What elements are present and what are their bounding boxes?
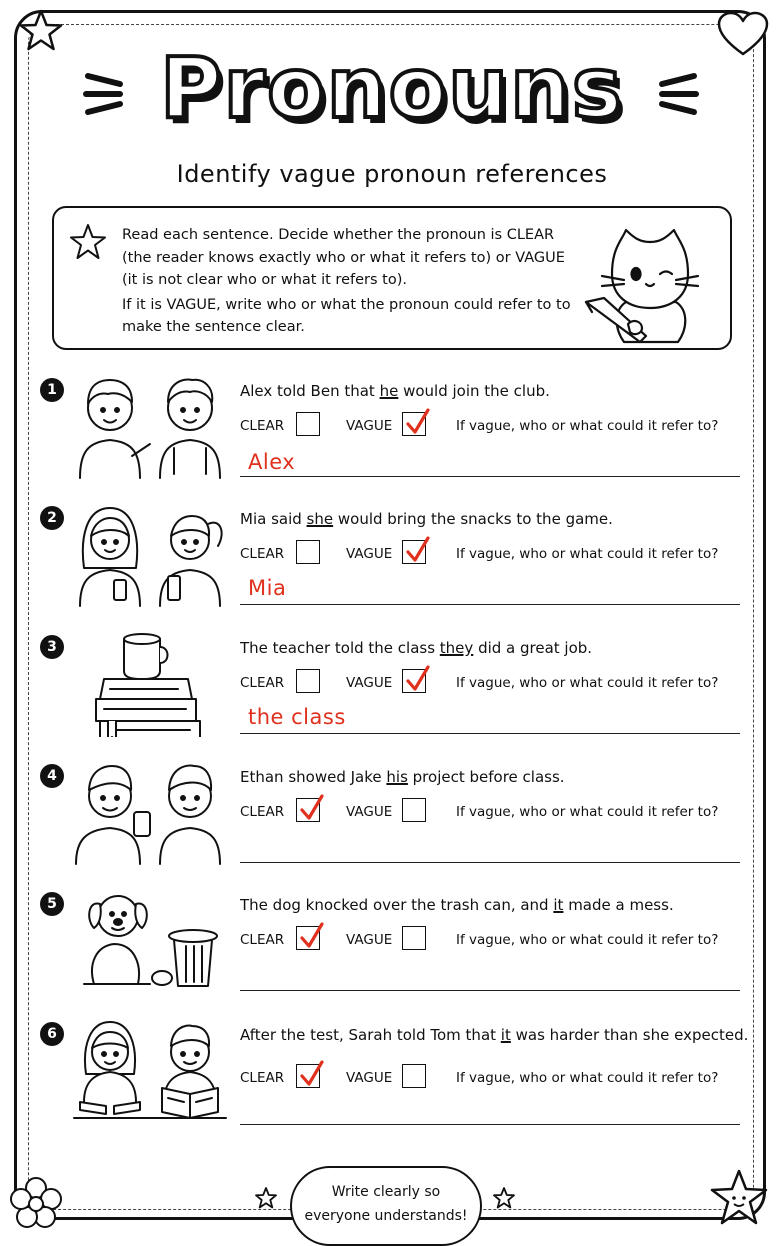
choice-row bbox=[240, 798, 750, 828]
instructions-line-1: Read each sentence. Decide whether the pronoun is CLEAR (the reader knows exactly who or what it refers to) or VAGUE (it is not clear who or what it refers to). bbox=[122, 227, 565, 288]
vague-checkbox[interactable] bbox=[402, 798, 426, 822]
answer-line bbox=[240, 476, 740, 477]
vague-label: VAGUE bbox=[346, 1070, 393, 1086]
item-sentence bbox=[240, 382, 550, 400]
vague-question: If vague, who or what could it refer to? bbox=[456, 1070, 719, 1086]
vague-checkbox[interactable] bbox=[402, 540, 426, 564]
instructions-box bbox=[52, 206, 732, 350]
small-star-left-icon bbox=[254, 1186, 278, 1210]
question-item-2 bbox=[40, 506, 750, 626]
clear-checkbox[interactable] bbox=[296, 798, 320, 822]
red-checkmark-icon bbox=[405, 535, 431, 565]
answer-line bbox=[240, 604, 740, 605]
answer-text[interactable]: the class bbox=[248, 705, 346, 729]
item-number: 2 bbox=[40, 506, 64, 530]
clear-label: CLEAR bbox=[240, 804, 285, 820]
question-item-5 bbox=[40, 892, 750, 1012]
question-item-1 bbox=[40, 378, 750, 498]
clear-label: CLEAR bbox=[240, 418, 285, 434]
sentence-text: would bring the snacks to the game. bbox=[333, 510, 613, 528]
answer-line bbox=[240, 990, 740, 991]
mug-on-books-illustration bbox=[70, 627, 230, 737]
page-subtitle: Identify vague pronoun references bbox=[176, 160, 608, 188]
pronoun-underlined: he bbox=[379, 382, 399, 400]
question-item-3 bbox=[40, 635, 750, 755]
vague-label: VAGUE bbox=[346, 804, 393, 820]
clear-checkbox[interactable] bbox=[296, 412, 320, 436]
small-star-right-icon bbox=[492, 1186, 516, 1210]
choice-row bbox=[240, 412, 750, 442]
red-checkmark-icon bbox=[299, 1059, 325, 1089]
answer-line bbox=[240, 862, 740, 863]
vague-question: If vague, who or what could it refer to? bbox=[456, 675, 719, 691]
winking-cat-with-pencil-icon bbox=[584, 218, 714, 346]
vague-label: VAGUE bbox=[346, 546, 393, 562]
footer-message-bubble bbox=[290, 1166, 482, 1246]
clear-label: CLEAR bbox=[240, 675, 285, 691]
item-sentence bbox=[240, 896, 674, 914]
dog-and-trash-can-illustration bbox=[70, 884, 230, 994]
answer-text[interactable]: Mia bbox=[248, 576, 287, 600]
vague-checkbox[interactable] bbox=[402, 1064, 426, 1088]
question-item-4 bbox=[40, 764, 750, 884]
pronoun-underlined: it bbox=[553, 896, 564, 914]
answer-line bbox=[240, 1124, 740, 1125]
pronoun-underlined: they bbox=[439, 639, 474, 657]
item-sentence bbox=[240, 1026, 748, 1044]
clear-checkbox[interactable] bbox=[296, 669, 320, 693]
vague-checkbox[interactable] bbox=[402, 926, 426, 950]
two-girls-with-drinks-illustration bbox=[70, 498, 230, 608]
star-outline-icon bbox=[68, 222, 108, 262]
red-checkmark-icon bbox=[405, 664, 431, 694]
red-checkmark-icon bbox=[299, 921, 325, 951]
item-sentence bbox=[240, 768, 565, 786]
sentence-text: project before class. bbox=[407, 768, 565, 786]
item-sentence bbox=[240, 639, 592, 657]
page-title: Pronouns bbox=[160, 39, 624, 137]
sentence-text: did a great job. bbox=[473, 639, 593, 657]
sentence-text: would join the club. bbox=[398, 382, 550, 400]
sentence-text: After the test, Sarah told Tom that bbox=[240, 1026, 501, 1044]
title-container bbox=[0, 38, 784, 148]
answer-text[interactable]: Alex bbox=[248, 450, 296, 474]
question-item-6 bbox=[40, 1022, 750, 1142]
clear-checkbox[interactable] bbox=[296, 926, 320, 950]
item-number: 1 bbox=[40, 378, 64, 402]
sentence-text: The dog knocked over the trash can, and bbox=[240, 896, 554, 914]
item-number: 6 bbox=[40, 1022, 64, 1046]
vague-question: If vague, who or what could it refer to? bbox=[456, 418, 719, 434]
sentence-text: was harder than she expected. bbox=[510, 1026, 749, 1044]
instructions-text bbox=[122, 224, 572, 341]
vague-question: If vague, who or what could it refer to? bbox=[456, 804, 719, 820]
boy-showing-project-illustration bbox=[70, 756, 230, 866]
vague-checkbox[interactable] bbox=[402, 669, 426, 693]
footer-line-2: everyone understands! bbox=[304, 1208, 468, 1224]
two-boys-talking-illustration bbox=[70, 370, 230, 480]
sentence-text: The teacher told the class bbox=[240, 639, 440, 657]
item-sentence bbox=[240, 510, 613, 528]
vague-checkbox[interactable] bbox=[402, 412, 426, 436]
flower-corner-icon bbox=[8, 1176, 64, 1232]
vague-label: VAGUE bbox=[346, 675, 393, 691]
smiling-star-corner-icon bbox=[708, 1168, 770, 1230]
students-reading-illustration bbox=[70, 1014, 230, 1124]
choice-row bbox=[240, 669, 750, 699]
choice-row bbox=[240, 926, 750, 956]
footer-line-1: Write clearly so bbox=[331, 1184, 441, 1200]
pronoun-underlined: it bbox=[500, 1026, 511, 1044]
sentence-text: Ethan showed Jake bbox=[240, 768, 387, 786]
pronoun-underlined: his bbox=[386, 768, 408, 786]
choice-row bbox=[240, 1064, 750, 1094]
pronoun-underlined: she bbox=[306, 510, 334, 528]
item-number: 4 bbox=[40, 764, 64, 788]
vague-label: VAGUE bbox=[346, 932, 393, 948]
item-number: 5 bbox=[40, 892, 64, 916]
clear-checkbox[interactable] bbox=[296, 540, 320, 564]
clear-checkbox[interactable] bbox=[296, 1064, 320, 1088]
clear-label: CLEAR bbox=[240, 932, 285, 948]
red-checkmark-icon bbox=[405, 407, 431, 437]
instructions-line-2: If it is VAGUE, write who or what the pronoun could refer to to make the sentence clear. bbox=[122, 296, 571, 335]
vague-label: VAGUE bbox=[346, 418, 393, 434]
sentence-text: Alex told Ben that bbox=[240, 382, 380, 400]
sentence-text: made a mess. bbox=[563, 896, 674, 914]
item-number: 3 bbox=[40, 635, 64, 659]
choice-row bbox=[240, 540, 750, 570]
clear-label: CLEAR bbox=[240, 1070, 285, 1086]
clear-label: CLEAR bbox=[240, 546, 285, 562]
answer-line bbox=[240, 733, 740, 734]
sentence-text: Mia said bbox=[240, 510, 307, 528]
vague-question: If vague, who or what could it refer to? bbox=[456, 932, 719, 948]
vague-question: If vague, who or what could it refer to? bbox=[456, 546, 719, 562]
red-checkmark-icon bbox=[299, 793, 325, 823]
